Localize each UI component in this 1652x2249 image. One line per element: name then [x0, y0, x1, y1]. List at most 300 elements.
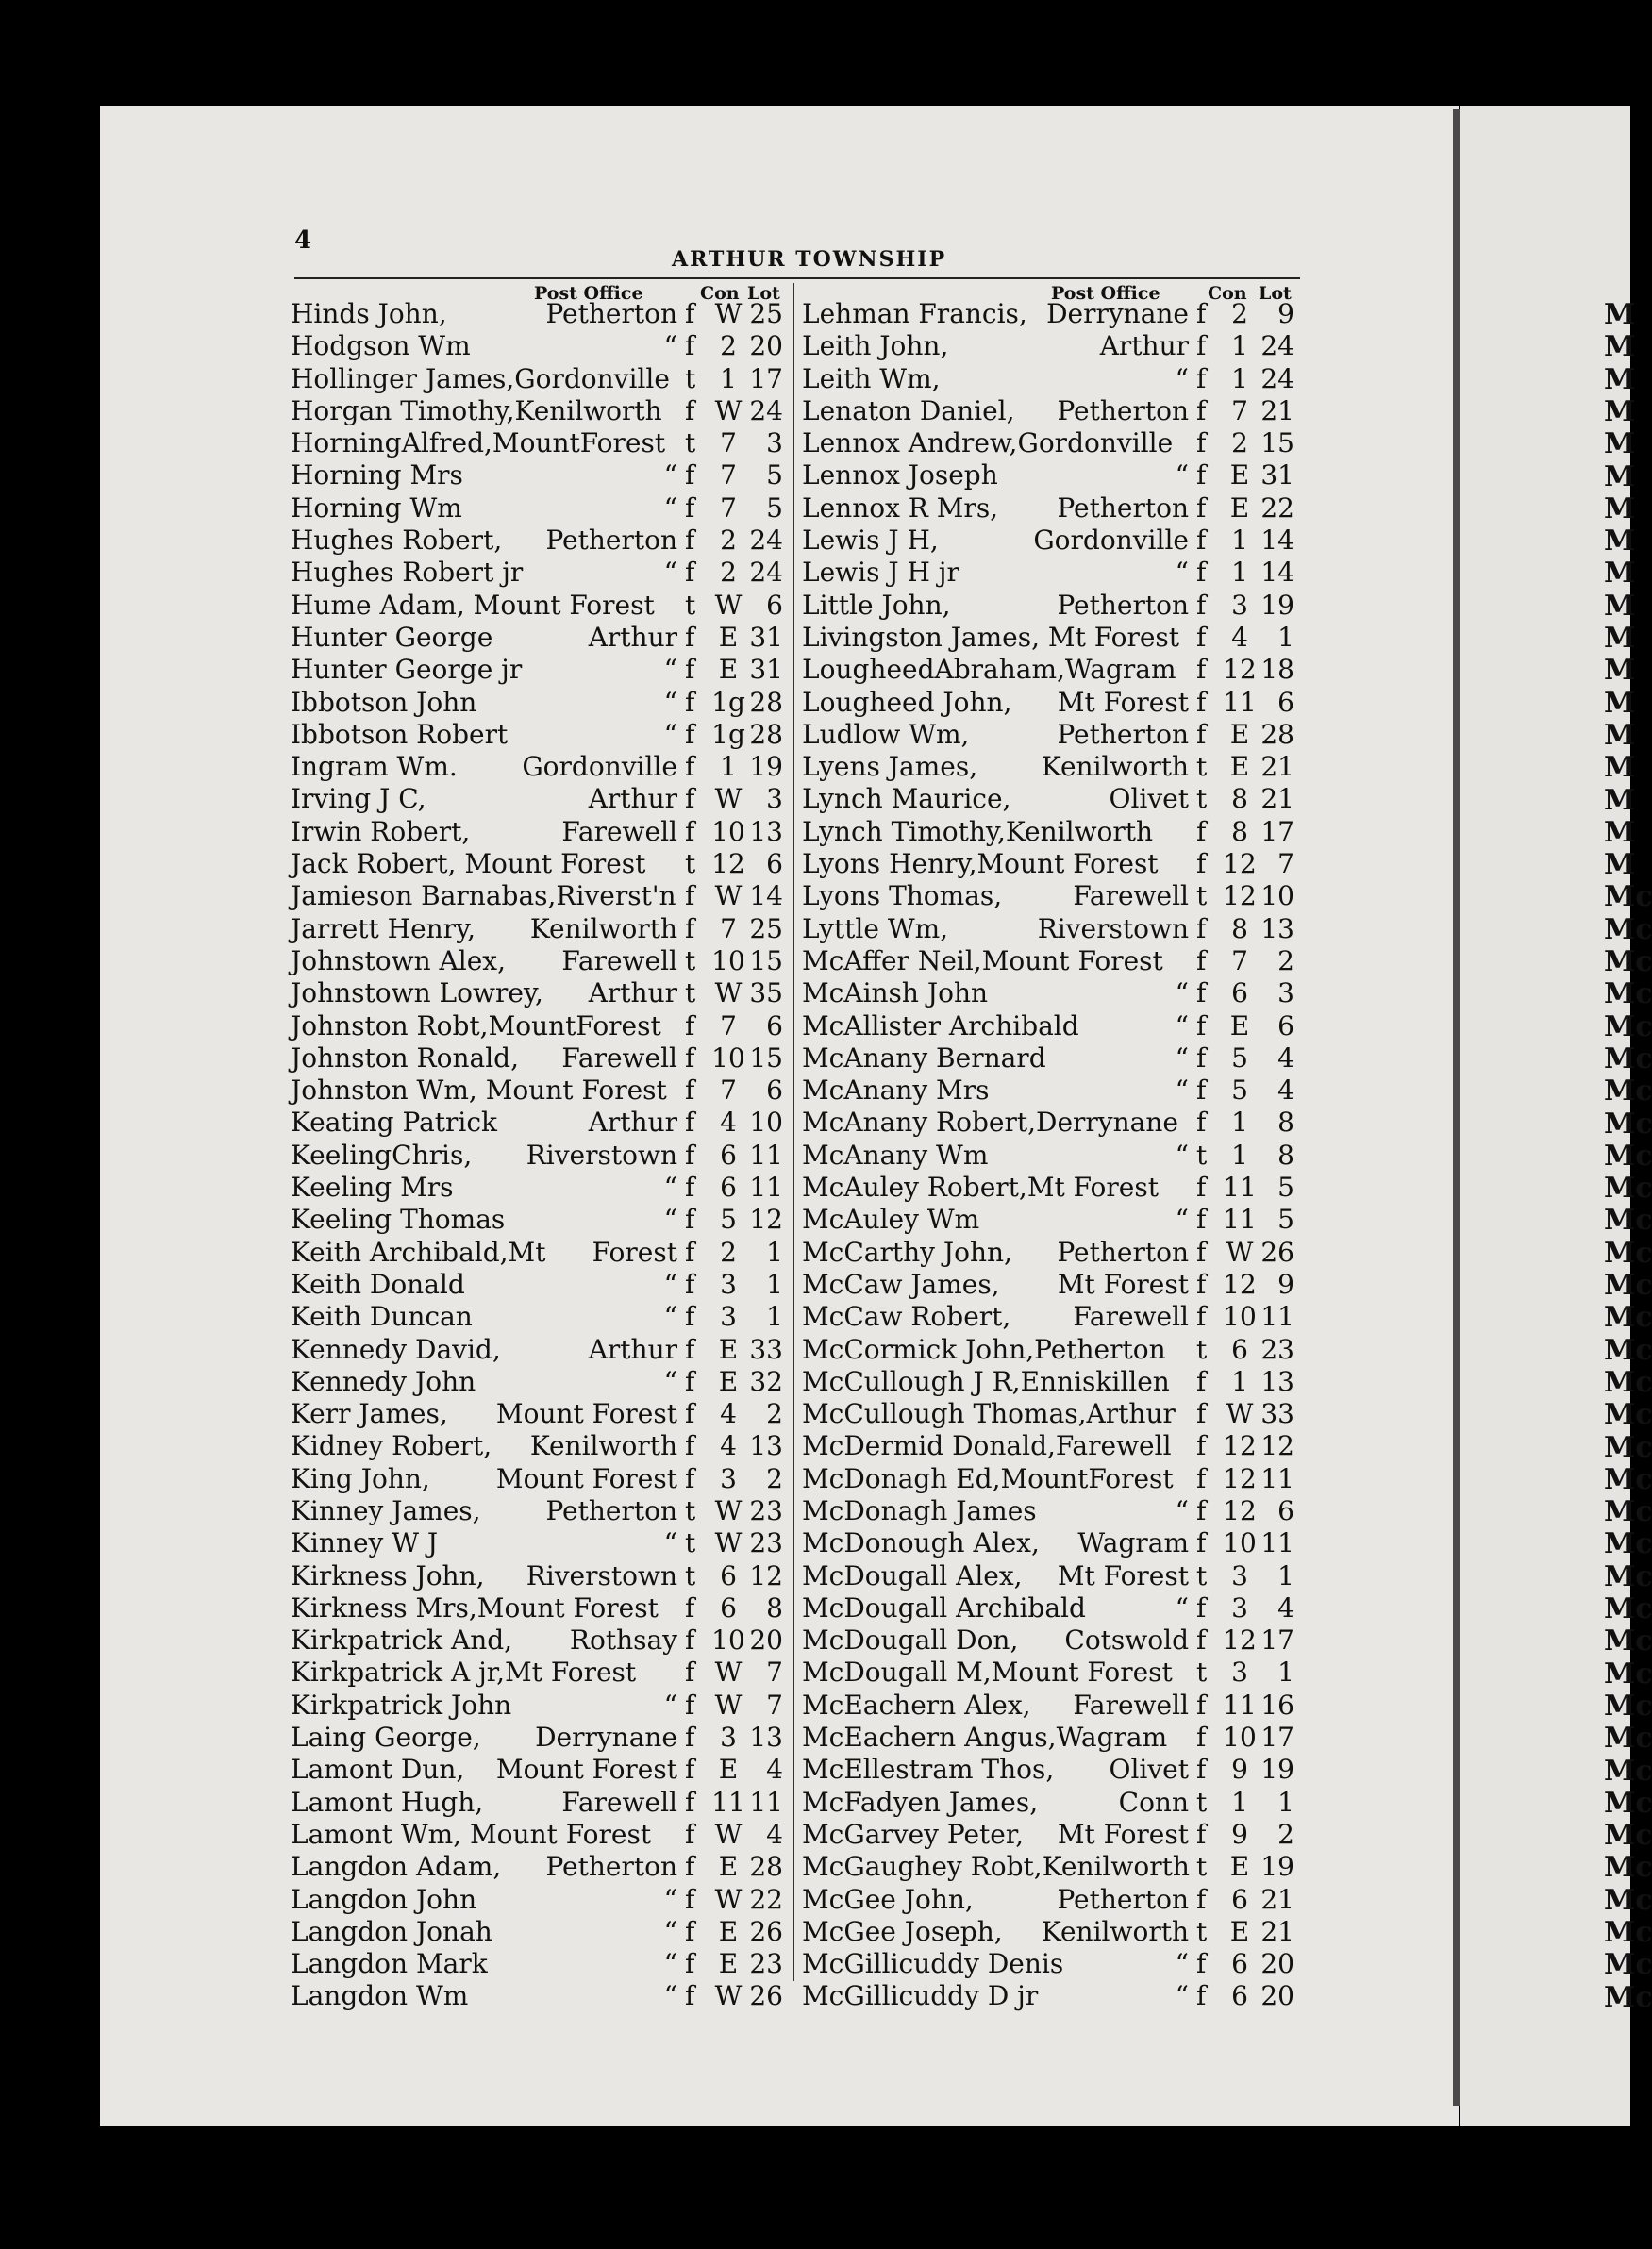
entry-office: “ — [663, 718, 677, 750]
entry-lot: 9 — [1277, 1268, 1294, 1300]
entry-lot: 22 — [1260, 491, 1294, 524]
entry-lot: 12 — [1260, 1430, 1294, 1462]
page-number: 4 — [294, 226, 312, 255]
entry-lot: 13 — [749, 815, 783, 847]
entry-type: f — [685, 1333, 695, 1365]
directory-entry — [291, 395, 781, 427]
entry-con: 10 — [711, 1624, 745, 1657]
entry-lot: 32 — [749, 1365, 783, 1397]
edge-letter: Mc — [1604, 1883, 1652, 1917]
directory-entry — [802, 654, 1293, 686]
entry-lot: 3 — [766, 427, 783, 459]
edge-letter: M — [1604, 848, 1636, 882]
directory-entry — [291, 1948, 781, 1980]
entry-type: f — [1196, 1689, 1207, 1721]
directory-entry — [802, 492, 1293, 525]
entry-office: Arthur — [588, 1107, 677, 1139]
entry-con: 1g — [711, 718, 745, 750]
entry-lot: 24 — [1260, 362, 1294, 394]
entry-office: Mount Forest — [495, 1398, 677, 1430]
entry-type: f — [685, 1041, 695, 1074]
directory-entry — [802, 1624, 1293, 1657]
edge-letter: Mc — [1604, 1786, 1652, 1820]
directory-entry — [291, 1657, 781, 1689]
entry-name: Kennedy David, — [291, 1333, 501, 1365]
entry-office: Petherton — [1057, 491, 1189, 524]
entry-office: “ — [663, 1301, 677, 1333]
entry-name: McCaw James, — [802, 1268, 1000, 1300]
entry-type: f — [1196, 557, 1207, 589]
directory-entry — [291, 492, 781, 525]
entry-lot: 5 — [1277, 1172, 1294, 1204]
directory-entry — [802, 1948, 1293, 1980]
entry-name: Ingram Wm. — [291, 751, 458, 783]
directory-entry — [291, 330, 781, 362]
entry-name: Kinney James, — [291, 1494, 481, 1526]
entry-lot: 19 — [749, 751, 783, 783]
directory-entry — [291, 1107, 781, 1139]
entry-lot: 4 — [1277, 1041, 1294, 1074]
entry-type: f — [685, 1915, 695, 1947]
entry-type: f — [1196, 1172, 1207, 1204]
entry-lot: 6 — [1277, 686, 1294, 718]
entry-type: t — [685, 977, 696, 1009]
entry-lot: 17 — [1260, 1624, 1294, 1657]
entry-con: 1 — [1231, 525, 1248, 557]
entry-type: f — [1196, 1948, 1207, 1980]
entry-name: KeelingChris, — [291, 1139, 473, 1171]
entry-name: McFadyen James, — [802, 1786, 1039, 1818]
entry-con: 7 — [720, 427, 737, 459]
entry-type: f — [1196, 1365, 1207, 1397]
entry-name: Lenaton Daniel, — [802, 394, 1015, 426]
edge-letter: M — [1604, 330, 1636, 364]
entry-con: 12 — [1223, 1430, 1257, 1462]
entry-name: Lennox Andrew,Gordonville — [802, 427, 1174, 459]
entry-office: Petherton — [1057, 589, 1189, 621]
directory-entry — [291, 945, 781, 977]
directory-entry — [291, 1042, 781, 1075]
right-header-post-office: Post Office — [1051, 283, 1160, 304]
entry-con: 4 — [720, 1430, 737, 1462]
directory-entry — [291, 880, 781, 912]
entry-lot: 25 — [749, 298, 783, 329]
entry-lot: 7 — [1277, 848, 1294, 880]
edge-letter: M — [1604, 751, 1636, 785]
directory-entry — [291, 913, 781, 945]
entry-type: t — [1196, 751, 1208, 783]
entry-lot: 14 — [749, 880, 783, 912]
directory-entry — [291, 1819, 781, 1851]
entry-office: “ — [1175, 362, 1189, 394]
entry-name: Ludlow Wm, — [802, 718, 970, 750]
entry-name: McAnany Mrs — [802, 1075, 990, 1107]
directory-entry — [802, 751, 1293, 783]
entry-name: Hughes Robert, — [291, 525, 503, 557]
entry-name: Hunter George jr — [291, 654, 523, 686]
entry-type: f — [685, 491, 695, 524]
entry-type: f — [685, 1786, 695, 1818]
entry-lot: 31 — [749, 654, 783, 686]
edge-letter: Mc — [1604, 1624, 1652, 1658]
entry-con: 3 — [1231, 1591, 1248, 1624]
entry-name: Lyens James, — [802, 751, 978, 783]
edge-letter: Mc — [1604, 977, 1652, 1011]
entry-office: Farewell — [561, 1041, 677, 1074]
directory-entry — [291, 1916, 781, 1948]
entry-con: 1 — [1231, 362, 1248, 394]
entry-lot: 19 — [1260, 589, 1294, 621]
entry-name: Langdon John — [291, 1883, 477, 1915]
entry-lot: 4 — [1277, 1075, 1294, 1107]
entry-name: Leith John, — [802, 330, 949, 362]
entry-con: E — [718, 1948, 739, 1980]
entry-name: Lynch Maurice, — [802, 783, 1011, 815]
entry-type: t — [1196, 1139, 1208, 1171]
entry-name: McGillicuddy D jr — [802, 1980, 1039, 2012]
entry-con: E — [718, 654, 739, 686]
entry-name: Lyons Thomas, — [802, 880, 1003, 912]
entry-office: Mount Forest — [495, 1462, 677, 1494]
entry-lot: 17 — [1260, 815, 1294, 847]
directory-entry — [802, 880, 1293, 912]
entry-name: McCullough Thomas,Arthur — [802, 1398, 1176, 1430]
entry-type: f — [685, 1851, 695, 1883]
page-heading: ARTHUR TOWNSHIP — [672, 247, 947, 272]
entry-type: f — [685, 1591, 695, 1624]
entry-type: f — [1196, 1591, 1207, 1624]
entry-name: McDonagh James — [802, 1494, 1037, 1526]
entry-lot: 25 — [749, 912, 783, 944]
entry-con: 3 — [720, 1462, 737, 1494]
entry-office: Farewell — [561, 1786, 677, 1818]
entry-name: Kidney Robert, — [291, 1430, 492, 1462]
entry-con: 4 — [720, 1398, 737, 1430]
entry-type: t — [685, 944, 696, 976]
entry-lot: 17 — [1260, 1722, 1294, 1754]
edge-letter: Mc — [1604, 1107, 1652, 1141]
entry-type: f — [685, 557, 695, 589]
edge-letter: Mc — [1604, 912, 1652, 946]
entry-con: W — [714, 1527, 743, 1559]
entry-office: Mount Forest — [495, 1754, 677, 1786]
directory-entry — [291, 1884, 781, 1916]
directory-entry — [802, 1657, 1293, 1689]
entry-con: 8 — [1231, 783, 1248, 815]
entry-type: f — [685, 298, 695, 329]
directory-entry — [802, 1819, 1293, 1851]
entry-name: Livingston James, Mt Forest — [802, 621, 1180, 653]
entry-con: 12 — [711, 848, 745, 880]
entry-con: E — [718, 1915, 739, 1947]
entry-name: McCormick John,Petherton — [802, 1333, 1166, 1365]
entry-name: Langdon Jonah — [291, 1915, 492, 1947]
entry-con: W — [714, 298, 743, 329]
edge-letter: Mc — [1604, 1301, 1652, 1335]
entry-type: f — [1196, 1722, 1207, 1754]
entry-name: Lyons Henry,Mount Forest — [802, 848, 1159, 880]
entry-con: E — [718, 1851, 739, 1883]
directory-entry — [291, 1075, 781, 1107]
entry-con: 12 — [1223, 1268, 1257, 1300]
entry-office: Wagram — [1077, 1527, 1189, 1559]
entry-type: f — [1196, 1204, 1207, 1236]
entry-type: f — [1196, 459, 1207, 491]
entry-type: f — [1196, 1107, 1207, 1139]
directory-entry — [802, 1172, 1293, 1204]
entry-name: McEllestram Thos, — [802, 1754, 1055, 1786]
entry-con: 9 — [1231, 1818, 1248, 1850]
directory-entry — [802, 1140, 1293, 1172]
heading-rule — [294, 277, 1300, 279]
edge-letter: Mc — [1604, 880, 1652, 914]
entry-con: E — [1229, 459, 1250, 491]
directory-entry — [291, 622, 781, 654]
edge-letter: Mc — [1604, 1398, 1652, 1432]
entry-type: f — [1196, 1980, 1207, 2012]
directory-entry — [291, 977, 781, 1009]
directory-entry — [802, 1107, 1293, 1139]
entry-type: f — [1196, 944, 1207, 976]
entry-lot: 3 — [1277, 977, 1294, 1009]
directory-entry — [802, 1787, 1293, 1819]
directory-entry — [802, 977, 1293, 1009]
entry-office: “ — [1175, 557, 1189, 589]
entry-office: Gordonville — [522, 751, 677, 783]
entry-office: “ — [663, 1689, 677, 1721]
entry-con: 12 — [1223, 848, 1257, 880]
edge-letter: Mc — [1604, 1689, 1652, 1723]
entry-lot: 26 — [749, 1980, 783, 2012]
edge-letter: Mc — [1604, 1916, 1652, 1949]
entry-type: f — [685, 1398, 695, 1430]
entry-lot: 26 — [749, 1915, 783, 1947]
edge-letter: Mc — [1604, 1462, 1652, 1496]
directory-entry — [291, 1334, 781, 1366]
entry-office: Petherton — [545, 1851, 677, 1883]
entry-name: Keith Donald — [291, 1268, 465, 1300]
entry-name: McGee John, — [802, 1883, 974, 1915]
entry-type: f — [1196, 718, 1207, 750]
entry-lot: 12 — [749, 1559, 783, 1591]
entry-type: f — [685, 1172, 695, 1204]
directory-entry — [802, 459, 1293, 491]
entry-type: f — [1196, 1818, 1207, 1850]
entry-con: W — [714, 1657, 743, 1689]
directory-entry — [291, 1690, 781, 1722]
entry-office: Farewell — [1073, 880, 1189, 912]
entry-type: f — [685, 1139, 695, 1171]
entry-name: Kirkpatrick John — [291, 1689, 512, 1721]
entry-con: W — [714, 880, 743, 912]
entry-con: 3 — [720, 1301, 737, 1333]
directory-entry — [802, 1754, 1293, 1786]
entry-office: “ — [663, 1268, 677, 1300]
entry-con: E — [1229, 1851, 1250, 1883]
entry-office: “ — [663, 1204, 677, 1236]
entry-office: “ — [663, 1527, 677, 1559]
edge-letter: Mc — [1604, 1722, 1652, 1756]
directory-entry — [802, 1916, 1293, 1948]
entry-name: McDougall Don, — [802, 1624, 1019, 1657]
entry-con: 6 — [1231, 1948, 1248, 1980]
entry-con: 12 — [1223, 1624, 1257, 1657]
entry-con: 11 — [1223, 1172, 1257, 1204]
directory-entry — [291, 1527, 781, 1559]
entry-con: 7 — [720, 1009, 737, 1041]
entry-con: W — [714, 1883, 743, 1915]
entry-office: “ — [663, 491, 677, 524]
entry-name: Little John, — [802, 589, 951, 621]
entry-name: McGaughey Robt,Kenilworth — [802, 1851, 1190, 1883]
entry-name: Jamieson Barnabas,Riverst'n — [291, 880, 676, 912]
entry-name: McAnany Wm — [802, 1139, 989, 1171]
entry-office: Petherton — [1057, 394, 1189, 426]
entry-lot: 20 — [1260, 1948, 1294, 1980]
entry-con: W — [714, 589, 743, 621]
entry-name: Keith Duncan — [291, 1301, 473, 1333]
entry-office: Kenilworth — [529, 1430, 677, 1462]
entry-name: McDermid Donald,Farewell — [802, 1430, 1172, 1462]
directory-entry — [291, 1301, 781, 1333]
entry-office: Riverstown — [526, 1139, 677, 1171]
entry-office: “ — [663, 1172, 677, 1204]
entry-con: 2 — [720, 1236, 737, 1268]
entry-con: 12 — [1223, 654, 1257, 686]
entry-name: Irving J C, — [291, 783, 426, 815]
right-header-lot: Lot — [1259, 283, 1292, 304]
edge-letter: M — [1604, 654, 1636, 688]
entry-con: 12 — [1223, 880, 1257, 912]
entry-type: f — [1196, 1009, 1207, 1041]
edge-letter: Mc — [1604, 945, 1652, 978]
edge-letter: Mc — [1604, 1236, 1652, 1270]
edge-letter: Mc — [1604, 1754, 1652, 1788]
entry-con: E — [718, 621, 739, 653]
left-header-post-office: Post Office — [534, 283, 643, 304]
entry-con: W — [714, 1980, 743, 2012]
entry-con: W — [714, 394, 743, 426]
entry-con: E — [1229, 491, 1250, 524]
entry-con: E — [1229, 718, 1250, 750]
directory-entry — [802, 1010, 1293, 1042]
edge-letter: Mc — [1604, 1948, 1652, 1982]
entry-con: 1 — [720, 751, 737, 783]
directory-entry — [802, 1204, 1293, 1236]
entry-lot: 28 — [1260, 718, 1294, 750]
directory-entry — [802, 590, 1293, 622]
entry-lot: 24 — [1260, 330, 1294, 362]
entry-con: 7 — [720, 912, 737, 944]
directory-entry — [291, 1560, 781, 1592]
entry-office: Riverstown — [526, 1559, 677, 1591]
directory-entry — [291, 1722, 781, 1754]
entry-office: Arthur — [588, 621, 677, 653]
directory-entry — [802, 1722, 1293, 1754]
entry-name: Horgan Timothy,Kenilworth — [291, 394, 662, 426]
entry-office: Farewell — [561, 815, 677, 847]
entry-lot: 2 — [1277, 1818, 1294, 1850]
entry-type: f — [1196, 848, 1207, 880]
entry-lot: 6 — [766, 1075, 783, 1107]
directory-entry — [291, 525, 781, 557]
entry-type: f — [1196, 1754, 1207, 1786]
entry-lot: 15 — [749, 1041, 783, 1074]
entry-office: “ — [663, 557, 677, 589]
directory-entry — [802, 1075, 1293, 1107]
entry-lot: 21 — [1260, 1883, 1294, 1915]
entry-lot: 6 — [766, 1009, 783, 1041]
entry-name: Lewis J H, — [802, 525, 939, 557]
entry-lot: 20 — [749, 330, 783, 362]
right-header-con: Con — [1208, 283, 1247, 304]
entry-lot: 18 — [1260, 654, 1294, 686]
entry-name: Keeling Thomas — [291, 1204, 506, 1236]
entry-name: Kinney W J — [291, 1527, 439, 1559]
entry-type: f — [1196, 330, 1207, 362]
entry-name: Ibbotson John — [291, 686, 477, 718]
entry-name: Lamont Hugh, — [291, 1786, 484, 1818]
entry-type: f — [685, 1980, 695, 2012]
entry-con: 12 — [1223, 1494, 1257, 1526]
entry-con: 8 — [1231, 815, 1248, 847]
entry-type: f — [685, 1689, 695, 1721]
entry-con: 10 — [711, 815, 745, 847]
entry-type: t — [685, 848, 696, 880]
entry-name: McDonough Alex, — [802, 1527, 1040, 1559]
directory-entry — [802, 427, 1293, 459]
entry-office: “ — [1175, 1591, 1189, 1624]
entry-con: 10 — [1223, 1301, 1257, 1333]
entry-name: Ibbotson Robert — [291, 718, 509, 750]
right-directory-column — [802, 298, 1293, 2013]
entry-con: 7 — [720, 1075, 737, 1107]
entry-lot: 11 — [749, 1139, 783, 1171]
entry-name: Kirkpatrick And, — [291, 1624, 513, 1657]
entry-con: 7 — [720, 459, 737, 491]
entry-lot: 5 — [766, 459, 783, 491]
entry-type: f — [1196, 1268, 1207, 1300]
directory-entry — [802, 363, 1293, 395]
edge-letter: Mc — [1604, 1495, 1652, 1529]
entry-lot: 11 — [1260, 1462, 1294, 1494]
entry-con: 5 — [1231, 1041, 1248, 1074]
entry-office: “ — [663, 1980, 677, 2012]
edge-letter: M — [1604, 427, 1636, 461]
entry-office: Mt Forest — [1057, 1268, 1189, 1300]
entry-office: Mt Forest — [1057, 1818, 1189, 1850]
directory-entry — [802, 1334, 1293, 1366]
entry-con: 3 — [720, 1722, 737, 1754]
entry-lot: 26 — [1260, 1236, 1294, 1268]
entry-con: 7 — [720, 491, 737, 524]
entry-lot: 6 — [1277, 1009, 1294, 1041]
edge-letter: Mc — [1604, 1269, 1652, 1302]
entry-con: 3 — [1231, 589, 1248, 621]
edge-letter: M — [1604, 783, 1636, 817]
entry-name: Hinds John, — [291, 298, 447, 329]
directory-entry — [291, 1204, 781, 1236]
entry-lot: 5 — [1277, 1204, 1294, 1236]
entry-con: W — [714, 783, 743, 815]
entry-lot: 1 — [1277, 621, 1294, 653]
entry-lot: 4 — [766, 1818, 783, 1850]
entry-type: f — [1196, 394, 1207, 426]
entry-lot: 11 — [749, 1786, 783, 1818]
entry-lot: 17 — [749, 362, 783, 394]
entry-office: Farewell — [1073, 1301, 1189, 1333]
entry-lot: 10 — [1260, 880, 1294, 912]
